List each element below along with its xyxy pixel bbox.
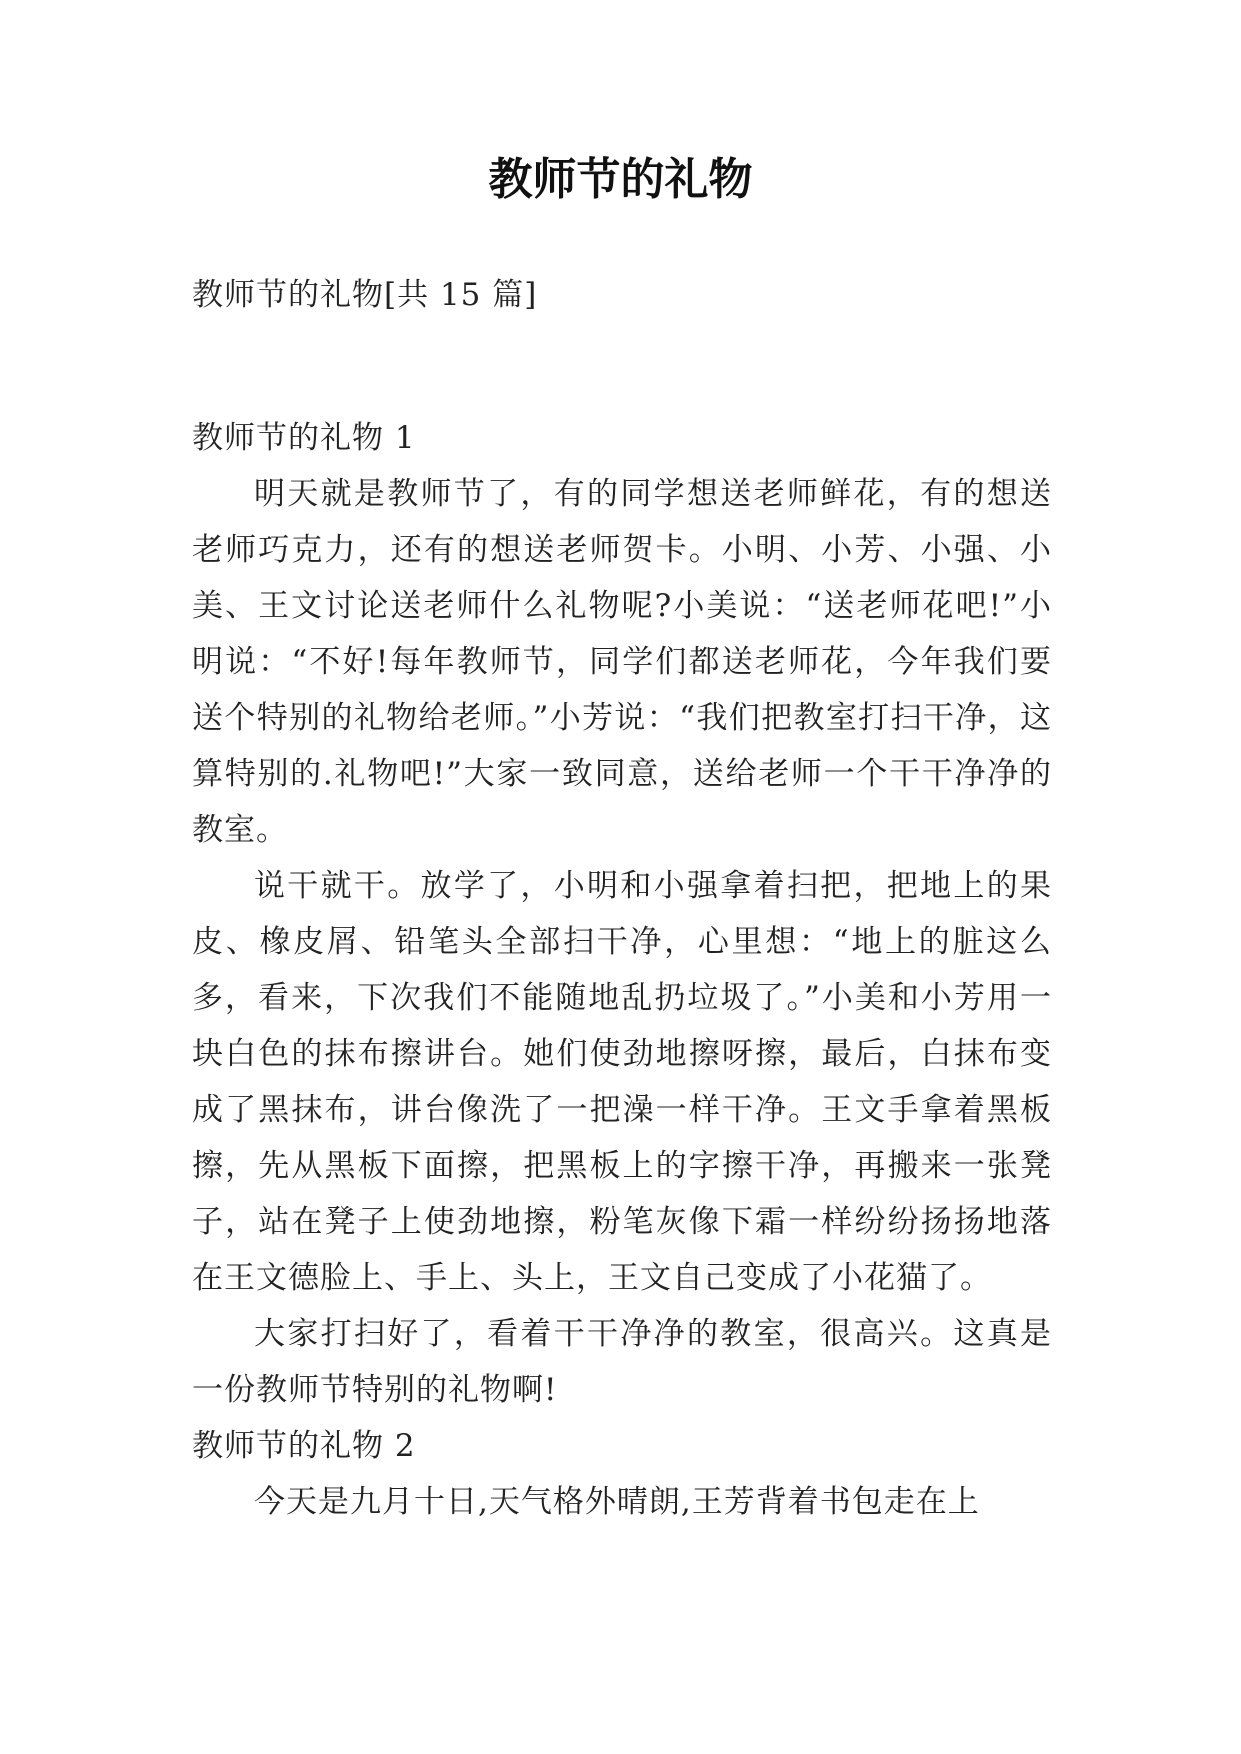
paragraph: 大家打扫好了，看着干干净净的教室，很高兴。这真是一份教师节特别的礼物啊! [192, 1316, 1052, 1408]
paragraph: 今天是九月十日,天气格外晴朗,王芳背着书包走在上 [254, 1484, 980, 1520]
paragraph: 明天就是教师节了，有的同学想送老师鲜花，有的想送老师巧克力，还有的想送老师贺卡。小明、小芳、小强、小美、王文讨论送老师什么礼物呢?小美说：“送老师花吧!”小明说：“不好!每年教师节，同学们都送老师花，今年我们要送个特别的礼物给老师。”小芳说：“我们把教室打扫干净，这算特别的.礼物吧!”大家一致同意，送给老师一个干干净净的教室。 [192, 476, 1052, 848]
document-content [192, 410, 1052, 1530]
section-heading: 教师节的礼物 1 [192, 420, 416, 456]
document-title: 教师节的礼物 [488, 154, 753, 205]
document-subtitle: 教师节的礼物[共 15 篇] [192, 277, 538, 313]
paragraph: 说干就干。放学了，小明和小强拿着扫把，把地上的果皮、橡皮屑、铅笔头全部扫干净，心里想：“地上的脏这么多，看来，下次我们不能随地乱扔垃圾了。”小美和小芳用一块白色的抹布擦讲台。她们使劲地擦呀擦，最后，白抹布变成了黑抹布，讲台像洗了一把澡一样干净。王文手拿着黑板擦，先从黑板下面擦，把黑板上的字擦干净，再搬来一张凳子，站在凳子上使劲地擦，粉笔灰像下霜一样纷纷扬扬地落在王文德脸上、手上、头上，王文自己变成了小花猫了。 [192, 868, 1052, 1296]
section-heading: 教师节的礼物 2 [192, 1428, 416, 1464]
